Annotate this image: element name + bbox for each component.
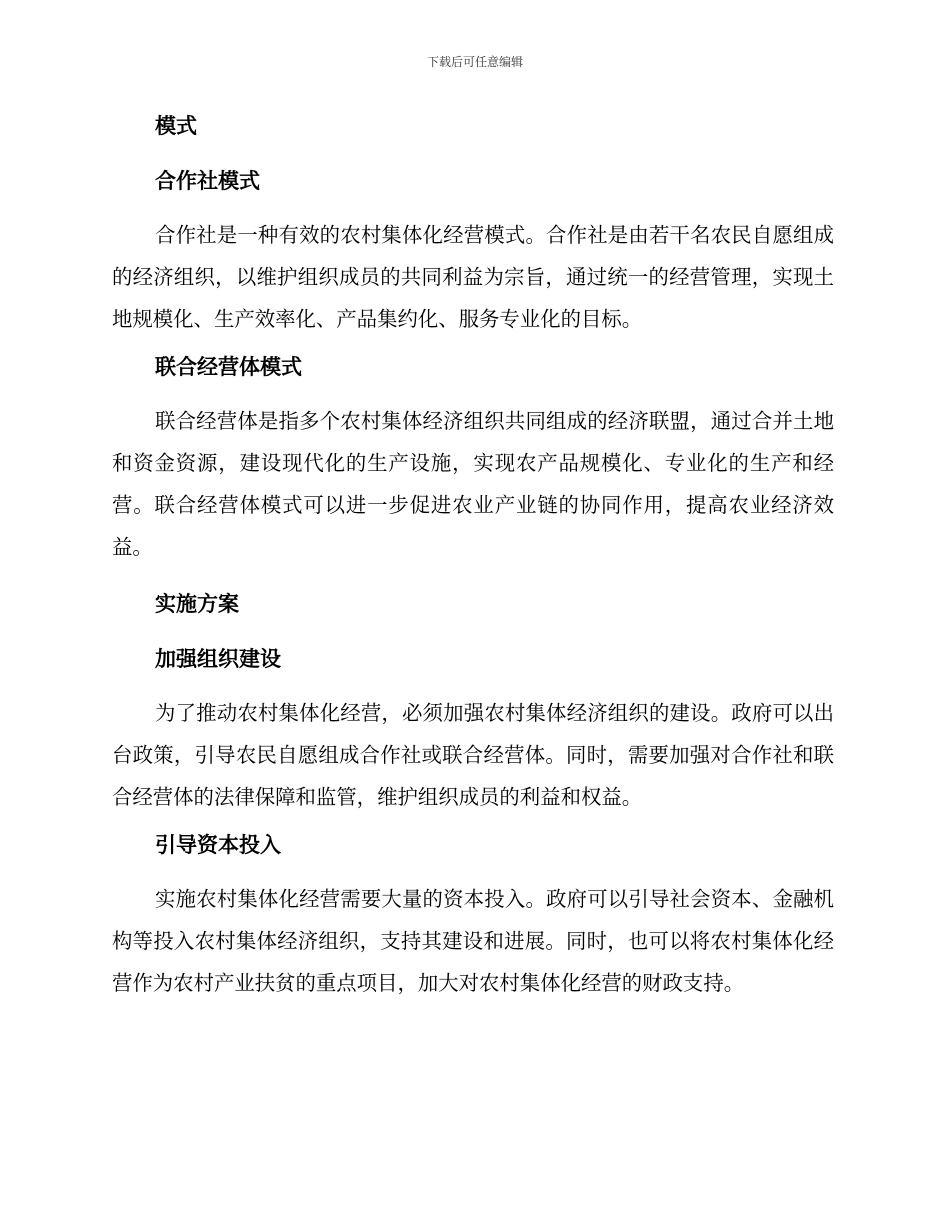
body-paragraph: 为了推动农村集体化经营，必须加强农村集体经济组织的建设。政府可以出台政策，引导农民自愿组成合作社或联合经营体。同时，需要加强对合作社和联合经营体的法律保障和监管，维护组织成员的利益和权益。 bbox=[112, 701, 834, 809]
document-body bbox=[112, 110, 834, 1004]
section-heading: 引导资本投入 bbox=[155, 833, 281, 857]
body-paragraph: 实施农村集体化经营需要大量的资本投入。政府可以引导社会资本、金融机构等投入农村集体经济组织，支持其建设和进展。同时，也可以将农村集体化经营作为农村产业扶贫的重点项目，加大对农村集体化经营的财政支持。 bbox=[112, 887, 834, 995]
section-heading: 联合经营体模式 bbox=[155, 355, 302, 379]
body-paragraph: 联合经营体是指多个农村集体经济组织共同组成的经济联盟，通过合并土地和资金资源，建设现代化的生产设施，实现农产品规模化、专业化的生产和经营。联合经营体模式可以进一步促进农业产业链的协同作用，提高农业经济效益。 bbox=[112, 409, 834, 559]
section-heading: 合作社模式 bbox=[155, 169, 260, 193]
section-heading: 加强组织建设 bbox=[155, 647, 281, 671]
page-header: 下载后可任意编辑 bbox=[426, 55, 523, 69]
section-heading: 模式 bbox=[155, 114, 197, 138]
section-heading: 实施方案 bbox=[155, 592, 239, 616]
body-paragraph: 合作社是一种有效的农村集体化经营模式。合作社是由若干名农民自愿组成的经济组织，以维护组织成员的共同利益为宗旨，通过统一的经营管理，实现土地规模化、生产效率化、产品集约化、服务专业化的目标。 bbox=[112, 223, 834, 331]
